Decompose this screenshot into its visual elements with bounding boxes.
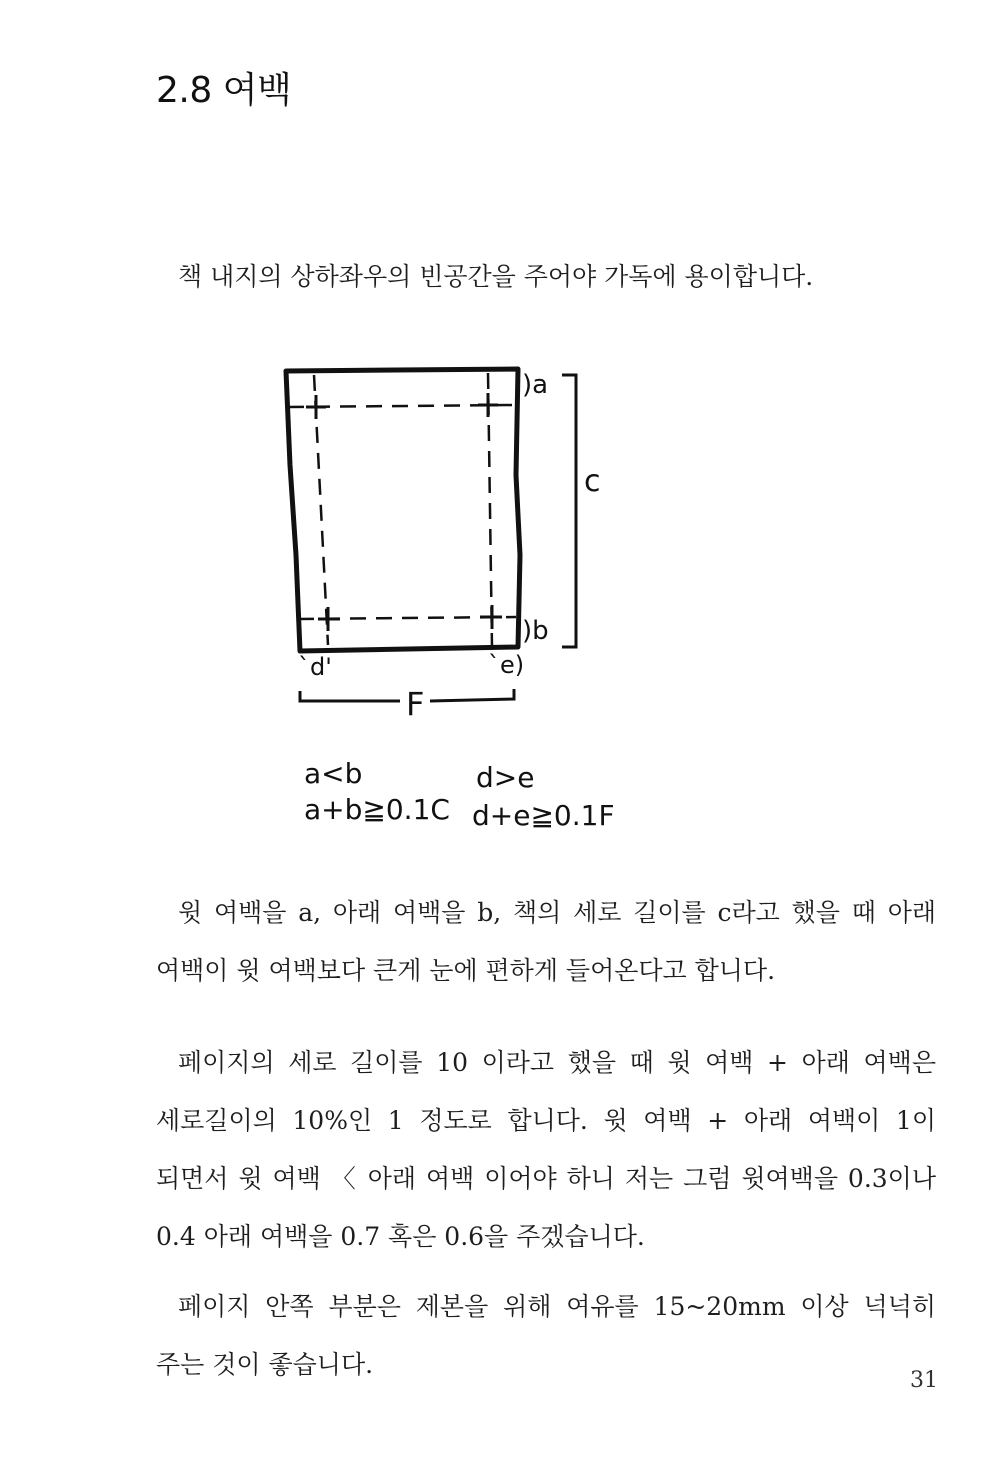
- label-a: )a: [522, 370, 549, 400]
- formula-d-plus-e: d+e≧0.1F: [472, 799, 615, 832]
- page-number: 31: [910, 1368, 938, 1393]
- section-title: 2.8 여백: [156, 70, 292, 111]
- label-c: c: [584, 464, 601, 499]
- margin-diagram: [270, 355, 650, 845]
- c-bracket: [562, 375, 576, 647]
- formula-d-gt-e: d>e: [476, 761, 535, 794]
- corner-crosses: [306, 393, 502, 631]
- formula-a-plus-b: a+b≧0.1C: [304, 793, 450, 826]
- label-f: F: [406, 685, 425, 723]
- paragraph-top-bottom-margin: 윗 여백을 a, 아래 여백을 b, 책의 세로 길이를 c라고 했을 때 아래 여백이 윗 여백보다 큰게 눈에 편하게 들어온다고 합니다.: [156, 898, 936, 985]
- paragraph-inner-margin: 페이지 안쪽 부분은 제본을 위해 여유를 15~20mm 이상 넉넉히 주는 것이 좋습니다.: [156, 1292, 936, 1379]
- label-d: `d': [298, 653, 332, 681]
- formula-a-lt-b: a<b: [304, 757, 363, 790]
- paragraph-margin-ratio: 페이지의 세로 길이를 10 이라고 했을 때 윗 여백 + 아래 여백은 세로길이의 10%인 1 정도로 합니다. 윗 여백 + 아래 여백이 1이 되면서 윗 여백 〈 아래 여백 이어야 하니 저는 그럼 윗여백을 0.3이나 0.4 아래 여백을 0.7 혹은 0.6을 주겠습니다.: [156, 1048, 936, 1251]
- label-b: )b: [522, 616, 549, 646]
- label-e: `e): [488, 651, 525, 679]
- intro-paragraph: 책 내지의 상하좌우의 빈공간을 주어야 가독에 용이합니다.: [178, 262, 814, 291]
- margin-diagram-svg: [270, 355, 650, 845]
